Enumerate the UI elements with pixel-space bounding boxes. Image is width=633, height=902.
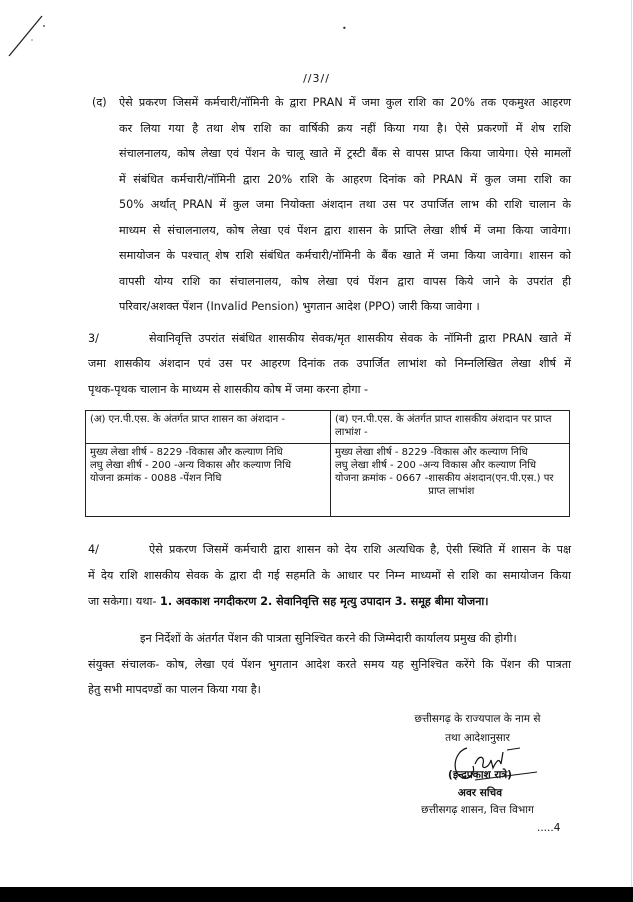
table-heading-a: (अ) एन.पी.एस. के अंतर्गत प्राप्त शासन का अंशदान - bbox=[86, 411, 331, 444]
signature-line-1: छत्तीसगढ़ के राज्यपाल के नाम से bbox=[414, 713, 541, 725]
account-head-value: शासकीय अंशदान(एन.पी.एस.) पर प्राप्त लाभांश bbox=[428, 473, 554, 497]
signature-line-2: तथा आदेशानुसार bbox=[445, 732, 510, 744]
account-head-value: विकास और कल्याण निधि bbox=[188, 447, 283, 458]
paragraph-line: ऐसे प्रकरण जिसमें कर्मचारी द्वारा शासन को देय राशि अत्यधिक है, ऐसी स्थिति में शासन के पक्ष bbox=[149, 543, 571, 556]
scan-speck: • bbox=[342, 24, 347, 33]
paragraph-line: जमा शासकीय अंशदान एवं उस पर आहरण दिनांक तक उपार्जित लाभांश को निम्नलिखित लेखा शीर्ष में bbox=[88, 357, 571, 370]
paragraph-line: हेतु सभी मापदण्डों का पालन किया गया है। bbox=[88, 683, 261, 696]
paragraph-line: संचालनालय, कोष लेखा एवं पेंशन के चालू खाते में ट्रस्टी बैंक से वापस प्राप्त किया जायेगा। ऐसे मामलों bbox=[119, 147, 571, 160]
paragraph-line: इन निर्देशों के अंतर्गत पेंशन की पात्रता सुनिश्चित करने की जिम्मेदारी कार्यालय प्रमुख की होगी। bbox=[140, 632, 517, 645]
account-head-value: अन्य विकास और कल्याण निधि bbox=[177, 460, 291, 471]
table-cell-b bbox=[331, 444, 570, 517]
paragraph-line: समायोजन के पश्चात् शेष राशि संबंधित कर्मचारी/नॉमिनी के बैंक खाते में जमा किया जावेगा। शासन को bbox=[119, 249, 571, 262]
paragraph-line: वापसी योग्य राशि का संचालनालय, कोष लेखा एवं पेंशन द्वारा वापस किये जाने के उपरांत ही bbox=[119, 275, 571, 288]
account-head-value: पेंशन निधि bbox=[183, 473, 222, 484]
paragraph-line: पृथक-पृथक चालान के माध्यम से शासकीय कोष में जमा करना होगा - bbox=[88, 383, 369, 396]
account-head-key: योजना क्रमांक - 0667 - bbox=[335, 473, 429, 484]
account-head-key: लघु लेखा शीर्ष - 200 - bbox=[90, 460, 178, 471]
paragraph-line: में संबंधित कर्मचारी/नॉमिनी द्वारा 20% राशि के आहरण दिनांक को PRAN में कुल जमा राशि का bbox=[119, 173, 571, 186]
scan-edge-line bbox=[631, 0, 632, 887]
paragraph-label: 4/ bbox=[88, 543, 99, 556]
adjustment-methods: 1. अवकाश नगदीकरण 2. सेवानिवृत्ति सह मृत्यु उपादान 3. समूह बीमा योजना। bbox=[160, 595, 489, 608]
paragraph-line: परिवार/अशक्त पेंशन (Invalid Pension) भुगतान आदेश (PPO) जारी किया जावेगा । bbox=[119, 300, 480, 313]
account-head-row bbox=[90, 446, 326, 459]
paragraph-line: कर लिया गया है तथा शेष राशि का वार्षिकी क्रय नहीं किया गया है। ऐसे प्रकरणों में शेष राशि bbox=[119, 122, 571, 135]
account-head-row bbox=[335, 459, 565, 472]
table-row bbox=[86, 444, 570, 517]
account-head-row bbox=[90, 459, 326, 472]
account-head-value: अन्य विकास और कल्याण निधि bbox=[422, 460, 536, 471]
table-heading-b: (ब) एन.पी.एस. के अंतर्गत प्राप्त शासकीय अंशदान पर प्राप्त लाभांश - bbox=[331, 411, 570, 444]
table-cell-a bbox=[86, 444, 331, 517]
paragraph-text: जा सकेगा। यथा- bbox=[88, 595, 161, 608]
paragraph-line: 50% अर्थात् PRAN में कुल जमा नियोक्ता अंशदान तथा उस पर उपार्जित लाभ की राशि चालान के bbox=[119, 198, 571, 211]
paragraph-label: 3/ bbox=[88, 332, 99, 345]
signatory-department: छत्तीसगढ़ शासन, वित्त विभाग bbox=[421, 804, 534, 816]
paragraph-line: सेवानिवृत्ति उपरांत संबंधित शासकीय सेवक/मृत शासकीय सेवक के नॉमिनी द्वारा PRAN खाते में bbox=[149, 332, 571, 345]
page-number: //3// bbox=[303, 72, 330, 85]
paragraph-line bbox=[88, 595, 489, 609]
table-header-row bbox=[86, 411, 570, 444]
paragraph-line: माध्यम से संचालनालय, कोष लेखा एवं पेंशन द्वारा शासन के प्राप्ति लेखा शीर्ष में जमा किया जावेगा। bbox=[119, 224, 571, 237]
account-head-table bbox=[85, 410, 570, 517]
account-head-key: लघु लेखा शीर्ष - 200 - bbox=[335, 460, 423, 471]
account-head-row bbox=[90, 472, 326, 485]
signatory-designation: अवर सचिव bbox=[457, 787, 503, 799]
paragraph-line: में देय राशि शासकीय सेवक के द्वारा दी गई सहमति के आधार पर निम्न माध्यमों से राशि का समायोजन किया bbox=[88, 569, 571, 582]
paragraph-line: ऐसे प्रकरण जिसमें कर्मचारी/नॉमिनी के द्वारा PRAN में जमा कुल राशि का 20% तक एकमुश्त आहरण bbox=[119, 96, 571, 109]
signatory-name: (इन्द्रप्रकाश रात्रे) bbox=[448, 769, 512, 781]
paragraph-label: (द) bbox=[92, 96, 107, 109]
account-head-row bbox=[335, 446, 565, 459]
account-head-row bbox=[335, 472, 565, 498]
pen-mark-icon bbox=[6, 12, 46, 57]
account-head-key: मुख्य लेखा शीर्ष - 8229 - bbox=[335, 447, 434, 458]
account-head-key: योजना क्रमांक - 0088 - bbox=[90, 473, 184, 484]
account-head-key: मुख्य लेखा शीर्ष - 8229 - bbox=[90, 447, 189, 458]
continuation-marker: .....4 bbox=[537, 822, 561, 834]
paragraph-line: संयुक्त संचालक- कोष, लेखा एवं पेंशन भुगतान आदेश करते समय यह सुनिश्चित करेंगे कि पेंशन की पात्रता bbox=[88, 658, 571, 671]
account-head-value: विकास और कल्याण निधि bbox=[433, 447, 528, 458]
